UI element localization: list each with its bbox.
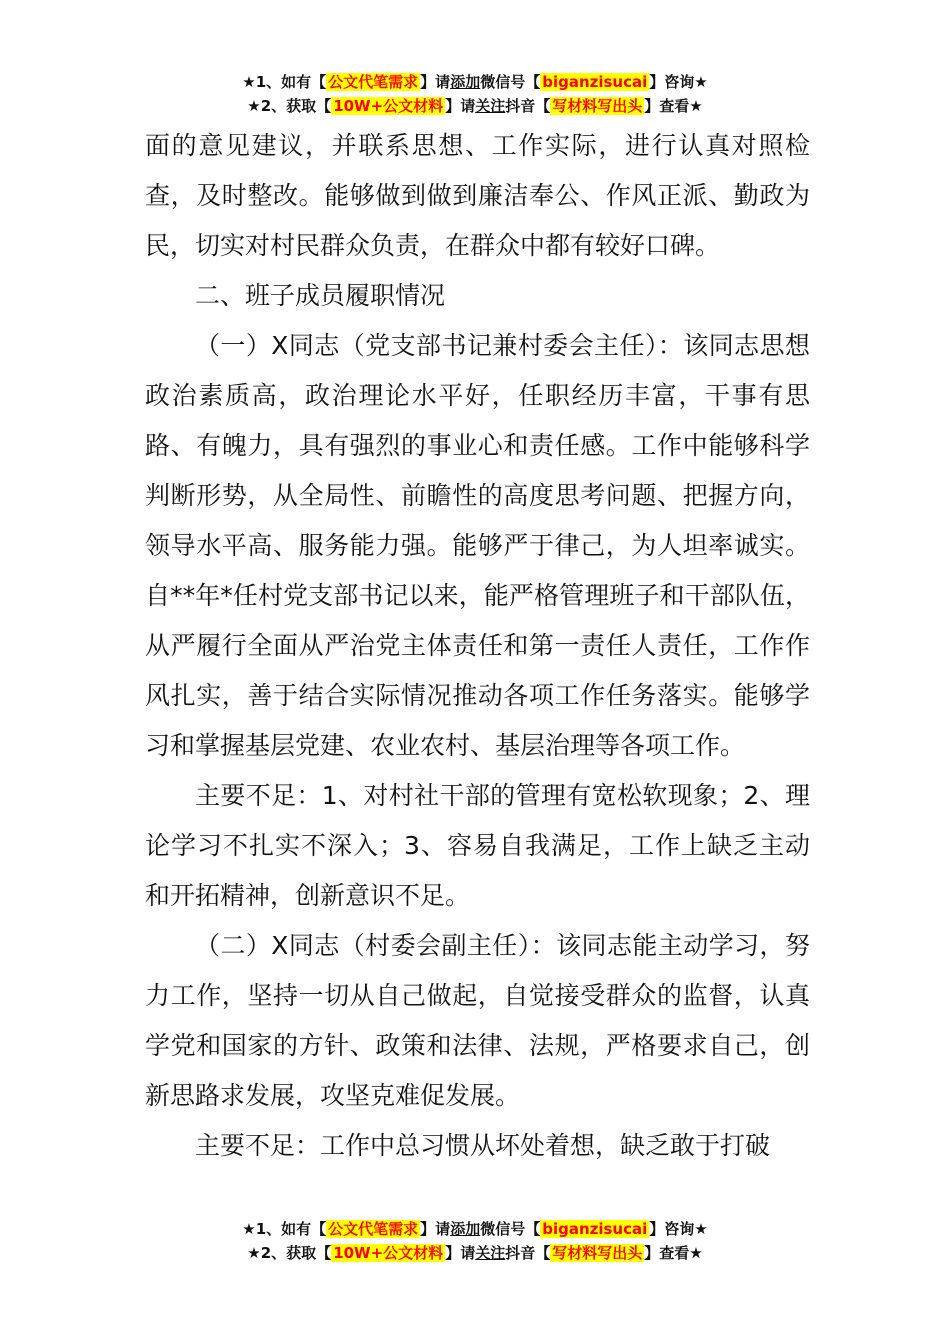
banner-underline: 关注 bbox=[475, 1244, 506, 1262]
highlight-douyin-account: 写材料写出头 bbox=[552, 1244, 643, 1262]
highlight-wechat-id: biganzisucai bbox=[542, 1220, 648, 1238]
banner-text: 】查看★ bbox=[644, 1244, 703, 1262]
banner-text: 】咨询★ bbox=[649, 1220, 708, 1238]
banner-text: 】查看★ bbox=[644, 97, 703, 115]
banner-underline: 添加 bbox=[450, 73, 481, 91]
banner-line-2 bbox=[0, 1241, 950, 1265]
highlight-service: 公文代笔需求 bbox=[328, 1220, 419, 1238]
highlight-douyin-account: 写材料写出头 bbox=[552, 97, 643, 115]
highlight-materials: 10W+公文材料 bbox=[333, 97, 444, 115]
banner-text: ★1、如有【 bbox=[242, 73, 327, 91]
header-banner bbox=[0, 70, 950, 118]
document-body bbox=[145, 121, 810, 1171]
banner-text: 】请 bbox=[420, 1220, 451, 1238]
banner-text: 】咨询★ bbox=[649, 73, 708, 91]
paragraph-member-1: （一）X同志（党支部书记兼村委会主任）：该同志思想政治素质高，政治理论水平好，任职经历丰富，干事有思路、有魄力，具有强烈的事业心和责任感。工作中能够科学判断形势，从全局性、前瞻性的高度思考问题、把握方向，领导水平高、服务能力强。能够严于律己，为人坦率诚实。自**年*任村党支部书记以来，能严格管理班子和干部队伍，从严履行全面从严治党主体责任和第一责任人责任，工作作风扎实，善于结合实际情况推动各项工作任务落实。能够学习和掌握基层党建、农业农村、基层治理等各项工作。 bbox=[145, 331, 810, 760]
highlight-wechat-id: biganzisucai bbox=[542, 73, 648, 91]
banner-text: 】请 bbox=[420, 73, 451, 91]
banner-line-1 bbox=[0, 70, 950, 94]
banner-text: 】请 bbox=[445, 1244, 476, 1262]
banner-line-1 bbox=[0, 1217, 950, 1241]
footer-banner bbox=[0, 1217, 950, 1265]
banner-text: 】请 bbox=[445, 97, 476, 115]
highlight-service: 公文代笔需求 bbox=[328, 73, 419, 91]
banner-text: 微信号【 bbox=[480, 73, 541, 91]
paragraph-member-2: （二）X同志（村委会副主任）：该同志能主动学习，努力工作，坚持一切从自己做起，自觉接受群众的监督，认真学党和国家的方针、政策和法律、法规，严格要求自己，创新思路求发展，攻坚克难促发展。 bbox=[145, 931, 810, 1110]
banner-underline: 添加 bbox=[450, 1220, 481, 1238]
banner-underline: 关注 bbox=[475, 97, 506, 115]
banner-text: 抖音【 bbox=[505, 1244, 551, 1262]
banner-text: ★2、获取【 bbox=[247, 1244, 332, 1262]
banner-text: ★2、获取【 bbox=[247, 97, 332, 115]
banner-text: ★1、如有【 bbox=[242, 1220, 327, 1238]
highlight-materials: 10W+公文材料 bbox=[333, 1244, 444, 1262]
section-heading: 二、班子成员履职情况 bbox=[195, 281, 446, 310]
banner-text: 抖音【 bbox=[505, 97, 551, 115]
paragraph-shortcomings-2: 主要不足：工作中总习惯从坏处着想，缺乏敢于打破 bbox=[195, 1131, 771, 1160]
banner-line-2 bbox=[0, 94, 950, 118]
paragraph-shortcomings-1: 主要不足：1、对村社干部的管理有宽松软现象；2、理论学习不扎实不深入；3、容易自我满足，工作上缺乏主动和开拓精神，创新意识不足。 bbox=[145, 781, 810, 910]
banner-text: 微信号【 bbox=[480, 1220, 541, 1238]
paragraph-continuation: 面的意见建议，并联系思想、工作实际，进行认真对照检查，及时整改。能够做到做到廉洁奉公、作风正派、勤政为民，切实对村民群众负责，在群众中都有较好口碑。 bbox=[145, 131, 810, 260]
